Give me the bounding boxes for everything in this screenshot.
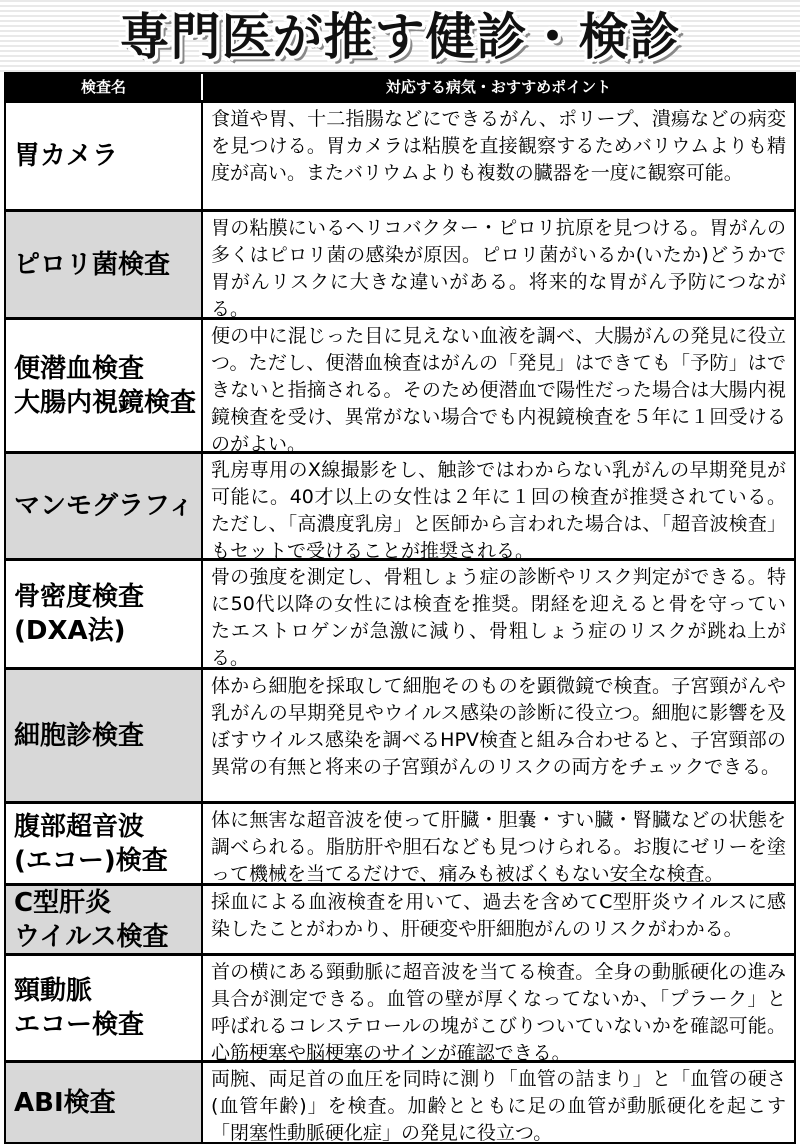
exam-name: 胃カメラ: [6, 103, 203, 209]
exam-name: 細胞診検査: [6, 670, 203, 801]
table-row: [6, 558, 794, 667]
exam-description: 乳房専用のX線撮影をし、触診ではわからない乳がんの早期発見が可能に。40才以上の女性は２年に１回の検査が推奨されている。ただし、「高濃度乳房」と医師から言われた場合は、「超音波検査」もセットで受けることが推奨される。: [211, 459, 786, 562]
exam-description: 首の横にある頸動脈に超音波を当てる検査。全身の動脈硬化の進み具合が測定できる。血管の壁が厚くなってないか、「プラーク」と呼ばれるコレステロールの塊がこびりついていないかを確認可能。心筋梗塞や脳梗塞のサインが確認できる。: [211, 961, 786, 1064]
exam-description: 便の中に混じった目に見えない血液を調べ、大腸がんの発見に役立つ。ただし、便潜血検査はがんの「発見」はできても「予防」はできないと指摘される。そのため便潜血で陽性だった場合は大腸内視鏡検査を受け、異常がない場合でも内視鏡検査を５年に１回受けるのがよい。: [211, 325, 786, 455]
exam-description: 胃の粘膜にいるヘリコバクター・ピロリ抗原を見つける。胃がんの多くはピロリ菌の感染が原因。ピロリ菌がいるか(いたか)どうかで胃がんリスクに大きな違いがある。将来的な胃がん予防につながる。: [211, 217, 786, 320]
exam-name: C型肝炎 ウイルス検査: [6, 886, 203, 953]
exam-name: 頸動脈 エコー検査: [6, 956, 203, 1060]
table-row: [6, 317, 794, 455]
exam-name: 便潜血検査 大腸内視鏡検査: [6, 320, 203, 451]
table-row: [6, 801, 794, 883]
exam-description: 体から細胞を採取して細胞そのものを顕微鏡で検査。子宮頸がんや乳がんの早期発見やウイルス感染の診断に役立つ。細胞に影響を及ぼすウイルス感染を調べるHPV検査と組み合わせると、子宮頸部の異常の有無と将来の子宮頸がんのリスクの両方をチェックできる。: [211, 675, 786, 778]
exam-name: ピロリ菌検査: [6, 212, 203, 317]
table-row: [6, 667, 794, 801]
table-header: [6, 74, 794, 100]
exam-description: 体に無害な超音波を使って肝臓・胆嚢・すい臓・腎臓などの状態を調べられる。脂肪肝や胆石なども見つけられる。お腹にゼリーを塗って機械を当てるだけで、痛みも被ばくもない安全な検査。: [211, 809, 786, 885]
table-row: [6, 451, 794, 562]
exam-name: ABI検査: [6, 1063, 203, 1142]
table-row: [6, 100, 794, 209]
exam-name: 腹部超音波 (エコー)検査: [6, 804, 203, 883]
header-disease-point: 対応する病気・おすすめポイント: [385, 78, 612, 96]
page-title: 専門医が推す健診・検診: [119, 8, 681, 66]
exam-description: 採血による血液検査を用いて、過去を含めてC型肝炎ウイルスに感染したことがわかり、肝硬変や肝細胞がんのリスクがわかる。: [211, 891, 786, 940]
table-row: [6, 883, 794, 953]
exam-name: 骨密度検査 (DXA法): [6, 561, 203, 667]
exam-table: [4, 72, 796, 1144]
exam-description: 食道や胃、十二指腸などにできるがん、ポリープ、潰瘍などの病変を見つける。胃カメラは粘膜を直接観察するためバリウムよりも精度が高い。またバリウムよりも複数の臓器を一度に観察可能。: [211, 108, 786, 184]
table-row: [6, 953, 794, 1064]
exam-name: マンモグラフィ: [6, 454, 203, 558]
table-row: [6, 209, 794, 320]
header-exam-name: 検査名: [6, 74, 203, 100]
exam-description: 骨の強度を測定し、骨粗しょう症の診断やリスク判定ができる。特に50代以降の女性には検査を推奨。閉経を迎えると骨を守っていたエストロゲンが急激に減り、骨粗しょう症のリスクが跳ね上がる。: [211, 566, 786, 669]
exam-description: 両腕、両足首の血圧を同時に測り「血管の詰まり」と「血管の硬さ(血管年齢)」を検査。加齢とともに足の血管が動脈硬化を起こす「閉塞性動脈硬化症」の発見に役立つ。: [211, 1068, 786, 1144]
